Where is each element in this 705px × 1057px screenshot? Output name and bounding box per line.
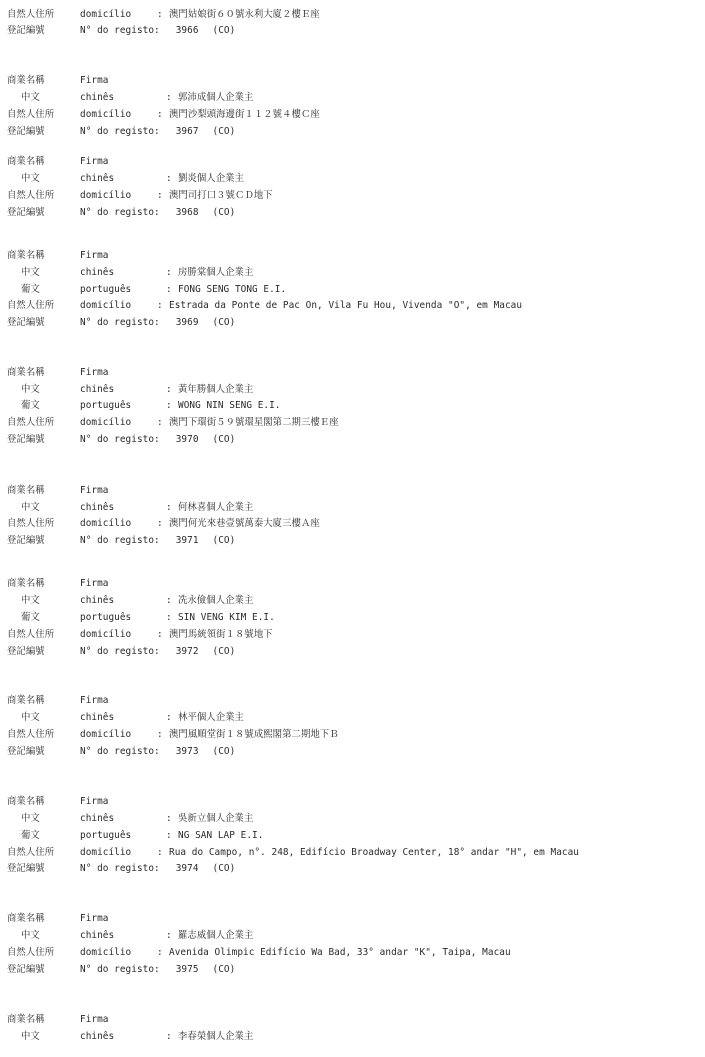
firm-header-row <box>7 1012 108 1028</box>
portuguese-name-row <box>7 828 263 844</box>
chinese-name-row <box>7 1029 253 1045</box>
chinese-label-zh: 中文 <box>21 267 40 278</box>
reg-label-zh: 登記編號 <box>7 207 45 218</box>
colon: : <box>166 830 172 841</box>
firm-header-row <box>7 693 108 709</box>
portuguese-name-value: WONG NIN SENG E.I. <box>178 400 281 411</box>
firm-header-row <box>7 248 108 264</box>
domicile-label-zh: 自然人住所 <box>7 109 55 120</box>
reg-label-pt: N° do registo: <box>80 535 160 546</box>
reg-label-zh: 登記編號 <box>7 434 45 445</box>
domicile-label-pt: domicílio <box>80 629 132 640</box>
chinese-name-value: 羅志威個人企業主 <box>178 930 254 941</box>
reg-type: (CO) <box>212 126 236 137</box>
colon: : <box>166 384 172 395</box>
domicile-label-pt: domicílio <box>80 947 132 958</box>
portuguese-name-row <box>7 398 281 414</box>
domicile-label-zh: 自然人住所 <box>7 847 55 858</box>
firm-label-pt: Firma <box>80 913 109 924</box>
reg-type: (CO) <box>212 863 236 874</box>
firm-label-zh: 商業名稱 <box>7 913 45 924</box>
domicile-value: Avenida Olimpic Edifício Wa Bad, 33° andar "K", Taipa, Macau <box>169 947 511 958</box>
firm-label-pt: Firma <box>80 75 109 86</box>
chinese-name-row <box>7 710 244 726</box>
chinese-label-zh: 中文 <box>21 595 40 606</box>
firm-label-pt: Firma <box>80 1014 109 1025</box>
firm-label-pt: Firma <box>80 695 109 706</box>
chinese-label-zh: 中文 <box>21 813 40 824</box>
reg-type: (CO) <box>212 646 236 657</box>
firm-header-row <box>7 794 108 810</box>
firm-label-zh: 商業名稱 <box>7 75 45 86</box>
reg-type: (CO) <box>212 317 236 328</box>
domicile-value: Rua do Campo, n°. 248, Edifício Broadway Center, 18° andar "H", em Macau <box>169 847 579 858</box>
firm-label-pt: Firma <box>80 156 109 167</box>
reg-row <box>7 533 235 549</box>
colon: : <box>157 190 163 201</box>
portuguese-label-pt: português <box>80 400 132 411</box>
domicile-label-zh: 自然人住所 <box>7 300 55 311</box>
domicile-value: 澳門馬統領街１８號地下 <box>169 629 273 640</box>
chinese-name-value: 李春榮個人企業主 <box>178 1031 254 1042</box>
domicile-row <box>7 107 320 123</box>
chinese-name-row <box>7 382 253 398</box>
colon: : <box>157 847 163 858</box>
firm-label-zh: 商業名稱 <box>7 156 45 167</box>
reg-type: (CO) <box>212 434 236 445</box>
firm-label-zh: 商業名稱 <box>7 796 45 807</box>
reg-label-zh: 登記編號 <box>7 746 45 757</box>
chinese-name-value: 黃年勝個人企業主 <box>178 384 254 395</box>
colon: : <box>166 1031 172 1042</box>
domicile-label-zh: 自然人住所 <box>7 629 55 640</box>
portuguese-name-value: FONG SENG TONG E.I. <box>178 284 287 295</box>
reg-label-pt: N° do registo: <box>80 863 160 874</box>
firm-label-zh: 商業名稱 <box>7 250 45 261</box>
reg-label-zh: 登記編號 <box>7 126 45 137</box>
domicile-value: 澳門何光來巷壹號萬泰大廈三樓Ａ座 <box>169 518 320 529</box>
reg-label-zh: 登記編號 <box>7 25 45 36</box>
colon: : <box>166 502 172 513</box>
chinese-label-pt: chinês <box>80 502 115 513</box>
reg-number: 3975 <box>175 964 199 975</box>
firm-label-pt: Firma <box>80 367 109 378</box>
portuguese-label-pt: português <box>80 830 132 841</box>
reg-label-zh: 登記編號 <box>7 535 45 546</box>
domicile-value: 澳門風順堂街１８號成熙閣第二期地下Ｂ <box>169 729 339 740</box>
reg-type: (CO) <box>212 746 236 757</box>
domicile-label-zh: 自然人住所 <box>7 190 55 201</box>
chinese-label-pt: chinês <box>80 712 115 723</box>
portuguese-label-zh: 葡文 <box>21 612 40 623</box>
portuguese-label-zh: 葡文 <box>21 400 40 411</box>
colon: : <box>166 930 172 941</box>
firm-label-pt: Firma <box>80 485 109 496</box>
domicile-label-pt: domicílio <box>80 300 132 311</box>
chinese-name-value: 冼永儉個人企業主 <box>178 595 254 606</box>
domicile-value: 澳門司打口３號ＣＤ地下 <box>169 190 273 201</box>
reg-label-pt: N° do registo: <box>80 646 160 657</box>
colon: : <box>166 612 172 623</box>
chinese-label-pt: chinês <box>80 384 115 395</box>
reg-type: (CO) <box>212 535 236 546</box>
colon: : <box>157 9 163 20</box>
firm-label-pt: Firma <box>80 578 109 589</box>
domicile-row <box>7 516 320 532</box>
chinese-label-pt: chinês <box>80 813 115 824</box>
portuguese-label-pt: português <box>80 284 132 295</box>
chinese-label-pt: chinês <box>80 930 115 941</box>
portuguese-name-row <box>7 282 286 298</box>
reg-number: 3974 <box>175 863 199 874</box>
domicile-row <box>7 298 522 314</box>
chinese-label-pt: chinês <box>80 1031 115 1042</box>
reg-label-pt: N° do registo: <box>80 207 160 218</box>
firm-label-pt: Firma <box>80 796 109 807</box>
chinese-name-row <box>7 265 253 281</box>
colon: : <box>166 400 172 411</box>
colon: : <box>166 173 172 184</box>
reg-row <box>7 124 235 140</box>
portuguese-label-zh: 葡文 <box>21 284 40 295</box>
colon: : <box>166 284 172 295</box>
domicile-row <box>7 627 273 643</box>
reg-type: (CO) <box>212 207 236 218</box>
firm-header-row <box>7 911 108 927</box>
reg-row <box>7 962 235 978</box>
domicile-label-zh: 自然人住所 <box>7 9 55 20</box>
chinese-label-pt: chinês <box>80 173 115 184</box>
domicile-value: 澳門沙梨頭海邊街１１２號４樓Ｃ座 <box>169 109 320 120</box>
reg-label-zh: 登記編號 <box>7 317 45 328</box>
firm-header-row <box>7 576 108 592</box>
firm-header-row <box>7 154 108 170</box>
domicile-label-zh: 自然人住所 <box>7 947 55 958</box>
chinese-label-zh: 中文 <box>21 930 40 941</box>
chinese-label-pt: chinês <box>80 267 115 278</box>
firm-label-pt: Firma <box>80 250 109 261</box>
reg-label-pt: N° do registo: <box>80 126 160 137</box>
domicile-value: 澳門下環街５９號環星閣第二期三樓Ｅ座 <box>169 417 339 428</box>
reg-row <box>7 315 235 331</box>
portuguese-label-zh: 葡文 <box>21 830 40 841</box>
reg-label-pt: N° do registo: <box>80 25 160 36</box>
domicile-row <box>7 7 320 23</box>
domicile-value: 澳門姑娘街６０號永利大廈２樓Ｅ座 <box>169 9 320 20</box>
domicile-row <box>7 945 511 961</box>
domicile-label-zh: 自然人住所 <box>7 417 55 428</box>
domicile-row <box>7 727 339 743</box>
chinese-name-value: 房勝棠個人企業主 <box>178 267 254 278</box>
firm-header-row <box>7 483 108 499</box>
chinese-label-zh: 中文 <box>21 1031 40 1042</box>
reg-number: 3970 <box>175 434 199 445</box>
reg-label-pt: N° do registo: <box>80 434 160 445</box>
chinese-name-row <box>7 593 253 609</box>
firm-label-zh: 商業名稱 <box>7 485 45 496</box>
colon: : <box>157 629 163 640</box>
firm-header-row <box>7 365 108 381</box>
reg-number: 3969 <box>175 317 199 328</box>
chinese-label-zh: 中文 <box>21 173 40 184</box>
colon: : <box>166 595 172 606</box>
reg-number: 3971 <box>175 535 199 546</box>
chinese-label-pt: chinês <box>80 92 115 103</box>
colon: : <box>157 729 163 740</box>
chinese-name-row <box>7 500 253 516</box>
chinese-label-pt: chinês <box>80 595 115 606</box>
reg-number: 3968 <box>175 207 199 218</box>
reg-label-zh: 登記編號 <box>7 863 45 874</box>
chinese-name-row <box>7 928 253 944</box>
domicile-label-pt: domicílio <box>80 518 132 529</box>
chinese-label-zh: 中文 <box>21 502 40 513</box>
domicile-label-pt: domicílio <box>80 417 132 428</box>
reg-label-pt: N° do registo: <box>80 746 160 757</box>
chinese-name-value: 何林喜個人企業主 <box>178 502 254 513</box>
domicile-row <box>7 845 579 861</box>
colon: : <box>157 518 163 529</box>
reg-row <box>7 23 235 39</box>
chinese-name-row <box>7 811 253 827</box>
reg-row <box>7 644 235 660</box>
colon: : <box>157 417 163 428</box>
domicile-label-pt: domicílio <box>80 729 132 740</box>
reg-type: (CO) <box>212 964 236 975</box>
chinese-name-value: 劉炎個人企業主 <box>178 173 244 184</box>
chinese-label-zh: 中文 <box>21 384 40 395</box>
colon: : <box>157 109 163 120</box>
reg-number: 3967 <box>175 126 199 137</box>
domicile-label-pt: domicílio <box>80 9 132 20</box>
chinese-name-value: 林平個人企業主 <box>178 712 244 723</box>
reg-row <box>7 432 235 448</box>
domicile-label-pt: domicílio <box>80 190 132 201</box>
colon: : <box>166 92 172 103</box>
chinese-label-zh: 中文 <box>21 712 40 723</box>
reg-row <box>7 744 235 760</box>
reg-label-pt: N° do registo: <box>80 964 160 975</box>
colon: : <box>157 947 163 958</box>
domicile-value: Estrada da Ponte de Pac On, Vila Fu Hou, Vivenda "O", em Macau <box>169 300 523 311</box>
reg-label-zh: 登記編號 <box>7 646 45 657</box>
domicile-label-pt: domicílio <box>80 109 132 120</box>
reg-label-zh: 登記編號 <box>7 964 45 975</box>
reg-row <box>7 861 235 877</box>
portuguese-name-value: NG SAN LAP E.I. <box>178 830 264 841</box>
chinese-name-value: 郭沛成個人企業主 <box>178 92 254 103</box>
domicile-row <box>7 188 273 204</box>
firm-label-zh: 商業名稱 <box>7 1014 45 1025</box>
firm-label-zh: 商業名稱 <box>7 367 45 378</box>
chinese-name-value: 吳新立個人企業主 <box>178 813 254 824</box>
reg-number: 3972 <box>175 646 199 657</box>
domicile-label-pt: domicílio <box>80 847 132 858</box>
domicile-row <box>7 415 339 431</box>
firm-header-row <box>7 73 108 89</box>
firm-label-zh: 商業名稱 <box>7 578 45 589</box>
chinese-label-zh: 中文 <box>21 92 40 103</box>
chinese-name-row <box>7 90 253 106</box>
colon: : <box>157 300 163 311</box>
portuguese-label-pt: português <box>80 612 132 623</box>
reg-row <box>7 205 235 221</box>
domicile-label-zh: 自然人住所 <box>7 729 55 740</box>
reg-number: 3966 <box>175 25 199 36</box>
reg-number: 3973 <box>175 746 199 757</box>
firm-label-zh: 商業名稱 <box>7 695 45 706</box>
reg-label-pt: N° do registo: <box>80 317 160 328</box>
domicile-label-zh: 自然人住所 <box>7 518 55 529</box>
colon: : <box>166 712 172 723</box>
colon: : <box>166 267 172 278</box>
portuguese-name-value: SIN VENG KIM E.I. <box>178 612 275 623</box>
chinese-name-row <box>7 171 244 187</box>
portuguese-name-row <box>7 610 275 626</box>
reg-type: (CO) <box>212 25 236 36</box>
colon: : <box>166 813 172 824</box>
